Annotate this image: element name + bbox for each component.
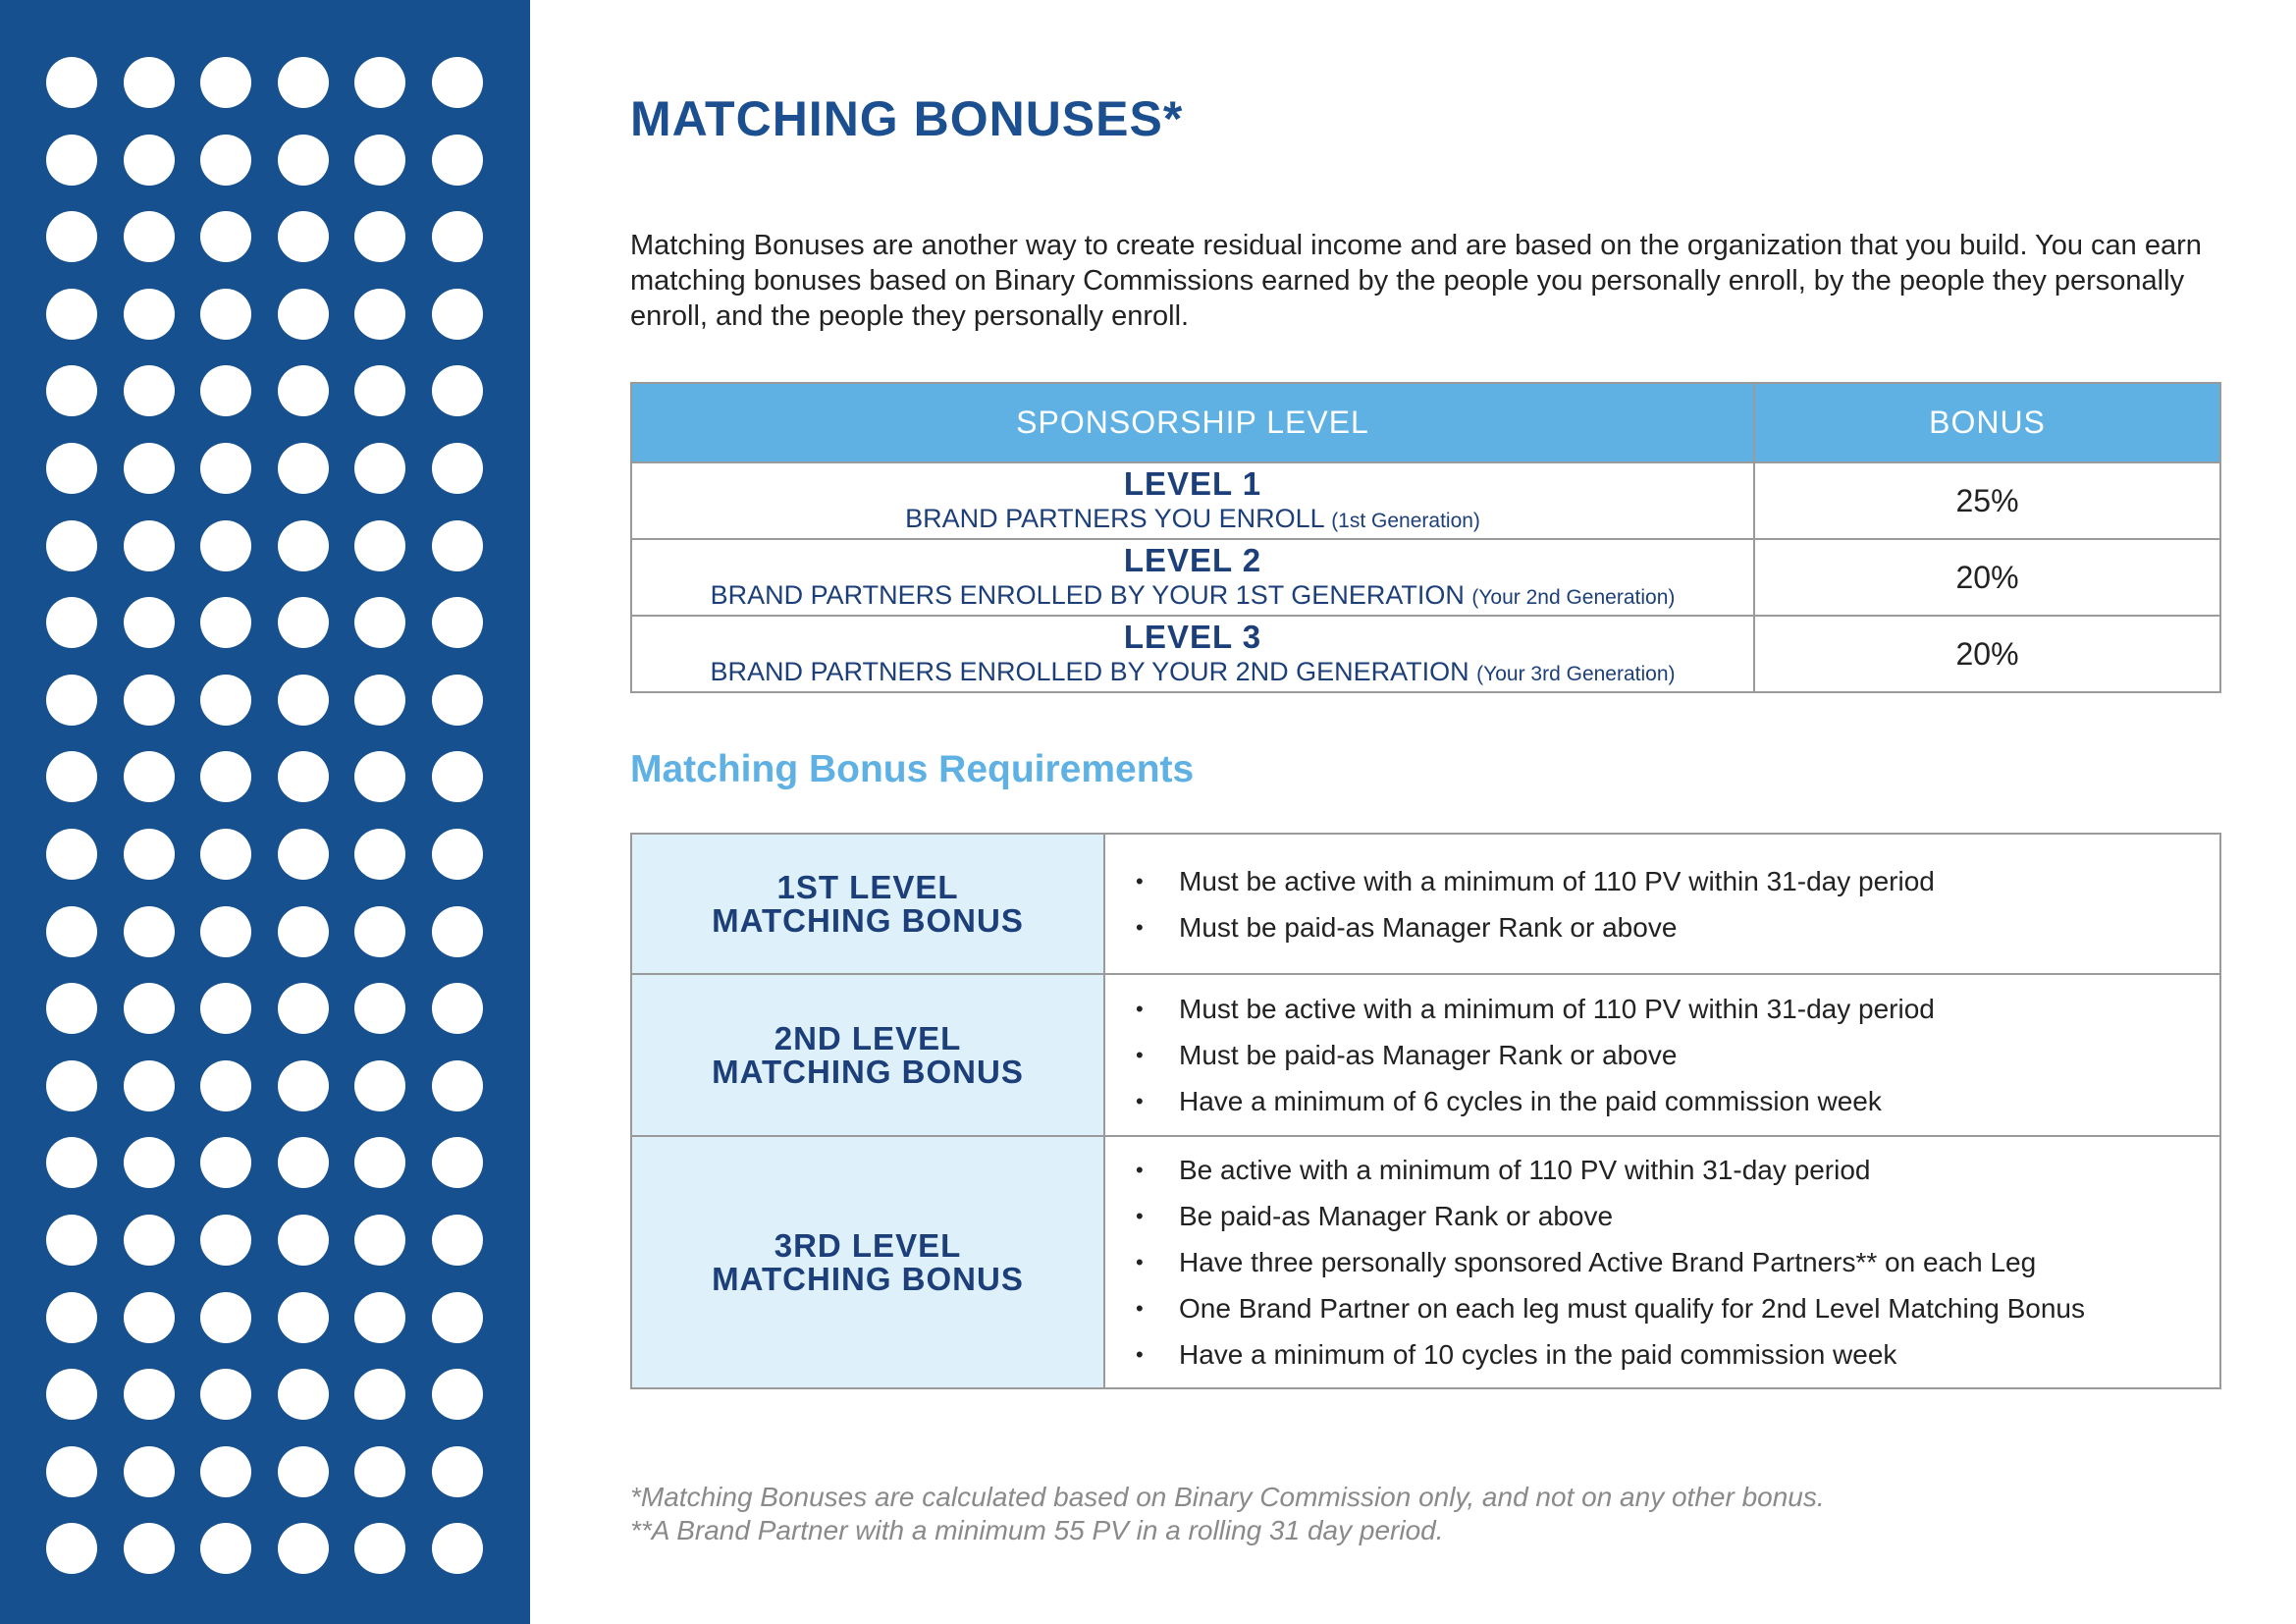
level-name: LEVEL 2 xyxy=(1123,541,1262,578)
decorative-dot xyxy=(432,443,483,494)
decorative-dot xyxy=(432,1215,483,1266)
decorative-dot xyxy=(432,829,483,880)
decorative-dot xyxy=(124,365,175,416)
decorative-dot xyxy=(278,211,329,262)
decorative-dot xyxy=(354,983,405,1034)
level-cell xyxy=(631,616,1754,692)
decorative-dot xyxy=(200,1137,251,1188)
decorative-dot xyxy=(278,365,329,416)
footnote: *Matching Bonuses are calculated based on Binary Commission only, and not on any other bonus. xyxy=(630,1482,1825,1512)
decorative-dot xyxy=(354,829,405,880)
decorative-dot xyxy=(278,1523,329,1574)
decorative-dot xyxy=(46,906,97,957)
decorative-dot xyxy=(432,906,483,957)
decorative-dot xyxy=(124,1060,175,1111)
footnotes xyxy=(630,1481,1825,1547)
decorative-dot xyxy=(432,135,483,186)
decorative-dot xyxy=(278,983,329,1034)
level-description xyxy=(632,503,1753,537)
decorative-dot xyxy=(200,1060,251,1111)
decorative-dot xyxy=(124,1523,175,1574)
level-name: LEVEL 1 xyxy=(1123,464,1262,502)
decorative-dot xyxy=(200,906,251,957)
decorative-dot xyxy=(432,1523,483,1574)
decorative-dot xyxy=(200,57,251,108)
table-header-row xyxy=(631,383,2220,462)
decorative-dot xyxy=(432,1446,483,1497)
decorative-dot xyxy=(124,829,175,880)
decorative-dot xyxy=(46,751,97,802)
decorative-dot xyxy=(124,906,175,957)
decorative-dot xyxy=(200,211,251,262)
bonus-cell: 25% xyxy=(1754,462,2220,539)
table-row xyxy=(631,462,2220,539)
decorative-dot xyxy=(354,751,405,802)
table-row xyxy=(631,974,2220,1136)
decorative-dot xyxy=(46,1292,97,1343)
level-description-text: BRAND PARTNERS ENROLLED BY YOUR 2ND GENERATION xyxy=(710,656,1469,686)
decorative-dot xyxy=(278,1215,329,1266)
decorative-dot xyxy=(278,675,329,726)
decorative-dot xyxy=(278,1060,329,1111)
intro-paragraph: Matching Bonuses are another way to create residual income and are based on the organization that you build. You can earn matching bonuses based on Binary Commissions earned by the people you personally enroll, by the people they personally enroll, and the people they personally enroll. xyxy=(630,230,2202,332)
requirement-label xyxy=(631,1136,1104,1388)
decorative-dot xyxy=(354,906,405,957)
decorative-dot xyxy=(354,675,405,726)
decorative-dot xyxy=(354,597,405,648)
decorative-dot xyxy=(432,983,483,1034)
requirement-list xyxy=(1106,858,2218,950)
list-item: • Have a minimum of 10 cycles in the paid commission week xyxy=(1136,1331,2218,1378)
decorative-dot xyxy=(124,1369,175,1420)
decorative-dot xyxy=(354,289,405,340)
page-title: MATCHING BONUSES* xyxy=(630,91,1184,146)
bonus-cell: 20% xyxy=(1754,616,2220,692)
decorative-dot xyxy=(46,1446,97,1497)
decorative-dot xyxy=(124,597,175,648)
decorative-dot xyxy=(124,751,175,802)
requirement-list-cell xyxy=(1104,834,2220,974)
requirement-label xyxy=(631,834,1104,974)
requirements-table xyxy=(630,833,2221,1389)
requirement-label-line1: 3RD LEVEL xyxy=(774,1226,962,1264)
decorative-dot xyxy=(46,829,97,880)
decorative-dot xyxy=(278,1369,329,1420)
decorative-dot xyxy=(200,751,251,802)
level-description xyxy=(632,656,1753,690)
decorative-dot xyxy=(278,1292,329,1343)
decorative-dot xyxy=(432,1292,483,1343)
decorative-dot xyxy=(354,443,405,494)
decorative-dot xyxy=(200,597,251,648)
level-generation: (1st Generation) xyxy=(1331,509,1480,532)
requirement-list-cell xyxy=(1104,1136,2220,1388)
level-description-text: BRAND PARTNERS ENROLLED BY YOUR 1ST GENERATION xyxy=(710,579,1465,610)
level-description-text: BRAND PARTNERS YOU ENROLL xyxy=(905,503,1324,533)
decorative-dot xyxy=(432,57,483,108)
footnote: **A Brand Partner with a minimum 55 PV in a rolling 31 day period. xyxy=(630,1515,1444,1545)
level-name: LEVEL 3 xyxy=(1123,618,1262,655)
decorative-dot xyxy=(46,520,97,571)
decorative-dot xyxy=(46,1215,97,1266)
requirement-list xyxy=(1106,1147,2218,1378)
decorative-dot xyxy=(354,1137,405,1188)
list-item: • Must be active with a minimum of 110 PV within 31-day period xyxy=(1136,986,2218,1032)
requirement-label-line1: 1ST LEVEL xyxy=(776,868,959,905)
decorative-dot xyxy=(200,829,251,880)
table-row xyxy=(631,834,2220,974)
decorative-dot xyxy=(124,520,175,571)
requirement-label-line2: MATCHING BONUS xyxy=(712,901,1024,939)
level-cell xyxy=(631,539,1754,616)
decorative-dot xyxy=(46,675,97,726)
decorative-dot xyxy=(278,520,329,571)
decorative-dot xyxy=(354,57,405,108)
decorative-dot xyxy=(432,211,483,262)
decorative-dot xyxy=(432,1137,483,1188)
decorative-dot xyxy=(354,520,405,571)
table-row xyxy=(631,1136,2220,1388)
decorative-dot xyxy=(200,983,251,1034)
decorative-dot xyxy=(354,211,405,262)
requirement-label-line2: MATCHING BONUS xyxy=(712,1053,1024,1090)
decorative-dot xyxy=(354,1446,405,1497)
level-generation: (Your 3rd Generation) xyxy=(1476,662,1676,685)
decorative-dot xyxy=(46,1060,97,1111)
requirement-list-cell xyxy=(1104,974,2220,1136)
decorative-dot xyxy=(432,289,483,340)
dot-pattern-panel xyxy=(0,0,530,1624)
decorative-dot xyxy=(432,751,483,802)
decorative-dot xyxy=(200,1369,251,1420)
list-item: • One Brand Partner on each leg must qualify for 2nd Level Matching Bonus xyxy=(1136,1285,2218,1331)
decorative-dot xyxy=(278,751,329,802)
decorative-dot xyxy=(46,597,97,648)
requirement-label-line1: 2ND LEVEL xyxy=(774,1019,962,1056)
decorative-dot xyxy=(432,520,483,571)
decorative-dot xyxy=(124,1446,175,1497)
table-row xyxy=(631,539,2220,616)
decorative-dot xyxy=(432,675,483,726)
decorative-dot xyxy=(432,365,483,416)
decorative-dot xyxy=(354,1292,405,1343)
table-row xyxy=(631,616,2220,692)
level-description xyxy=(632,579,1753,614)
requirement-label-line2: MATCHING BONUS xyxy=(712,1260,1024,1297)
decorative-dot xyxy=(46,135,97,186)
bonus-cell: 20% xyxy=(1754,539,2220,616)
decorative-dot xyxy=(124,1137,175,1188)
sponsorship-level-table xyxy=(630,382,2221,693)
header-bonus: BONUS xyxy=(1754,383,2220,462)
decorative-dot xyxy=(278,443,329,494)
decorative-dot xyxy=(200,365,251,416)
decorative-dot xyxy=(278,906,329,957)
decorative-dot xyxy=(46,1523,97,1574)
decorative-dot xyxy=(200,1292,251,1343)
list-item: • Must be active with a minimum of 110 PV within 31-day period xyxy=(1136,858,2218,904)
decorative-dot xyxy=(432,597,483,648)
decorative-dot xyxy=(200,1215,251,1266)
decorative-dot xyxy=(124,443,175,494)
decorative-dot xyxy=(278,135,329,186)
list-item: • Be active with a minimum of 110 PV within 31-day period xyxy=(1136,1147,2218,1193)
decorative-dot xyxy=(46,1369,97,1420)
decorative-dot xyxy=(46,443,97,494)
requirement-label xyxy=(631,974,1104,1136)
decorative-dot xyxy=(354,135,405,186)
decorative-dot xyxy=(354,1060,405,1111)
level-generation: (Your 2nd Generation) xyxy=(1471,585,1676,609)
requirements-heading: Matching Bonus Requirements xyxy=(630,748,1195,790)
list-item: • Must be paid-as Manager Rank or above xyxy=(1136,1032,2218,1078)
decorative-dot xyxy=(124,57,175,108)
decorative-dot xyxy=(200,520,251,571)
list-item: • Have three personally sponsored Active Brand Partners** on each Leg xyxy=(1136,1239,2218,1285)
decorative-dot xyxy=(46,57,97,108)
level-cell xyxy=(631,462,1754,539)
list-item: • Must be paid-as Manager Rank or above xyxy=(1136,904,2218,950)
requirement-list xyxy=(1106,986,2218,1124)
decorative-dot xyxy=(432,1369,483,1420)
decorative-dot xyxy=(354,1369,405,1420)
decorative-dot xyxy=(46,365,97,416)
decorative-dot xyxy=(46,211,97,262)
decorative-dot xyxy=(200,443,251,494)
decorative-dot xyxy=(278,829,329,880)
list-item: • Be paid-as Manager Rank or above xyxy=(1136,1193,2218,1239)
decorative-dot xyxy=(278,57,329,108)
decorative-dot xyxy=(124,1215,175,1266)
header-sponsorship-level: SPONSORSHIP LEVEL xyxy=(631,383,1754,462)
decorative-dot xyxy=(200,1523,251,1574)
decorative-dot xyxy=(124,135,175,186)
decorative-dot xyxy=(46,983,97,1034)
decorative-dot xyxy=(200,675,251,726)
decorative-dot xyxy=(200,289,251,340)
decorative-dot xyxy=(432,1060,483,1111)
decorative-dot xyxy=(124,675,175,726)
decorative-dot xyxy=(124,289,175,340)
decorative-dot xyxy=(354,1523,405,1574)
decorative-dot xyxy=(278,289,329,340)
decorative-dot xyxy=(278,597,329,648)
decorative-dot xyxy=(124,211,175,262)
decorative-dot xyxy=(200,1446,251,1497)
decorative-dot xyxy=(200,135,251,186)
decorative-dot xyxy=(278,1446,329,1497)
list-item: • Have a minimum of 6 cycles in the paid commission week xyxy=(1136,1078,2218,1124)
decorative-dot xyxy=(46,289,97,340)
decorative-dot xyxy=(124,1292,175,1343)
decorative-dot xyxy=(124,983,175,1034)
decorative-dot xyxy=(46,1137,97,1188)
decorative-dot xyxy=(354,1215,405,1266)
decorative-dot xyxy=(278,1137,329,1188)
decorative-dot xyxy=(354,365,405,416)
